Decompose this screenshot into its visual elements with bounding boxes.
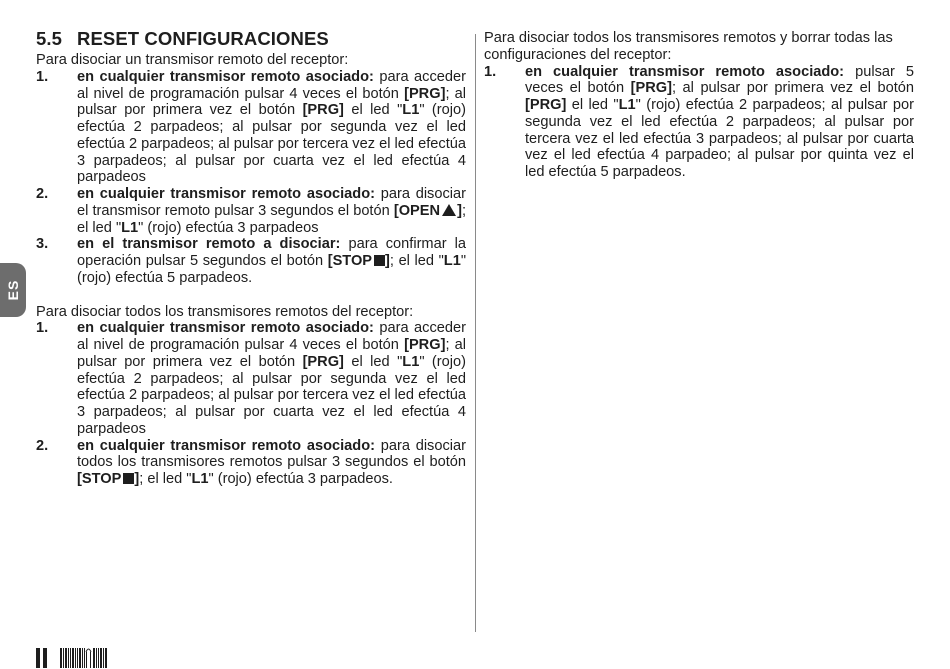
open-triangle-icon	[442, 204, 456, 216]
step-number: 2.	[36, 437, 49, 454]
step-text: para acceder al nivel de programación pulsar 4 veces el botón	[77, 320, 466, 353]
step-text: el led "	[343, 353, 403, 370]
prg-key: [PRG]	[302, 353, 344, 370]
left-column	[36, 28, 466, 488]
step-text: ; al pulsar por primera vez el botón	[671, 80, 914, 97]
led-label: L1	[618, 97, 636, 113]
prg-key: [PRG]	[525, 97, 567, 113]
step-text: el led "	[566, 97, 619, 113]
step-text: ; el led "	[139, 471, 192, 487]
step-text: para disociar el transmisor remoto pulsar 3 segundos el botón	[77, 186, 466, 219]
led-label: L1	[402, 353, 420, 370]
stop-square-icon	[374, 255, 385, 266]
step-text: " (rojo) efectúa 2 parpadeos; al pulsar por segunda vez el led efectúa 2 parpadeos; al pulsar por tercera vez el led efectúa 3 parpadeos; al pulsar por cuarta vez el led efectúa 4 parpadeo; al pulsar por quinta vez el led efectúa 5 parpadeos.	[525, 97, 914, 180]
led-label: L1	[121, 219, 139, 236]
section-heading	[36, 28, 466, 50]
step-text: para disociar todos los transmisores remotos pulsar 3 segundos el botón	[77, 437, 466, 471]
block1-step-3	[36, 236, 466, 286]
step-text: ; al pulsar por primera vez el botón	[77, 337, 467, 370]
block3-list	[484, 64, 914, 181]
stop-square-icon	[123, 473, 134, 484]
step-lead: en el transmisor remoto a disociar:	[77, 236, 341, 253]
led-label: L1	[443, 253, 461, 269]
prg-key: [PRG]	[302, 102, 344, 119]
step-text: " (rojo) efectúa 3 parpadeos	[138, 219, 319, 236]
prg-key: [PRG]	[404, 337, 446, 353]
block2-step-1	[36, 320, 466, 437]
stop-key-label: [STOP	[327, 253, 373, 269]
block1-step-1	[36, 69, 466, 186]
step-text: " (rojo) efectúa 3 parpadeos.	[208, 471, 393, 487]
stop-key-close: ]	[385, 253, 390, 269]
step-text: " (rojo) efectúa 5 parpadeos.	[77, 253, 466, 286]
block1-intro: Para disociar un transmisor remoto del receptor:	[36, 52, 349, 68]
block1-list	[36, 69, 466, 287]
step-text: pulsar 5 veces el botón	[525, 63, 914, 97]
open-key-close: ]	[457, 202, 462, 219]
step-lead: en cualquier transmisor remoto asociado:	[77, 320, 374, 337]
block3-intro: Para disociar todos los transmisores remotos y borrar todas las configuraciones del receptor:	[484, 30, 893, 63]
page-marker-bar	[36, 648, 40, 668]
stop-key	[77, 471, 139, 487]
language-tab	[0, 263, 26, 317]
block1-step-2	[36, 186, 466, 236]
step-number: 3.	[36, 236, 49, 253]
block2-step-2	[36, 438, 466, 488]
section-number: 5.5	[36, 28, 63, 49]
step-text: ; el led "	[389, 253, 444, 269]
led-label: L1	[191, 471, 209, 487]
step-lead: en cualquier transmisor remoto asociado:	[77, 437, 375, 454]
block2-list	[36, 320, 466, 488]
stop-key-label: [STOP	[77, 471, 122, 487]
step-text: para acceder al nivel de programación pulsar 4 veces el botón	[77, 68, 466, 102]
step-text: ; el led "	[77, 202, 466, 236]
block2-intro: Para disociar todos los transmisores remotos del receptor:	[36, 303, 414, 320]
step-lead: en cualquier transmisor remoto asociado:	[525, 63, 845, 80]
step-lead: en cualquier transmisor remoto asociado:	[77, 186, 375, 202]
open-key	[394, 203, 462, 219]
step-text: " (rojo) efectúa 2 parpadeos; al pulsar por segunda vez el led efectúa 2 parpadeos; al pulsar por tercera vez el led efectúa 3 parpadeos; al pulsar por cuarta vez el led efectúa 4 parpadeos	[77, 353, 466, 437]
led-label: L1	[402, 102, 420, 119]
step-text: " (rojo) efectúa 2 parpadeos; al pulsar por segunda vez el led efectúa 2 parpadeos; al pulsar por tercera vez el led efectúa 3 parpadeos; al pulsar por cuarta vez el led efectúa 4 parpadeos	[77, 102, 466, 186]
step-number: 1.	[36, 68, 49, 85]
prg-key: [PRG]	[404, 85, 446, 102]
right-column	[484, 30, 914, 181]
page-marker-bar	[43, 648, 47, 668]
open-key-label: [OPEN	[393, 202, 441, 219]
step-text: el led "	[343, 102, 403, 119]
barcode-icon	[60, 646, 108, 668]
step-lead: en cualquier transmisor remoto asociado:	[77, 68, 374, 85]
step-text: para confirmar la operación pulsar 5 segundos el botón	[77, 236, 466, 269]
block3-step-1	[484, 64, 914, 181]
column-divider	[475, 34, 476, 632]
stop-key	[328, 253, 390, 269]
stop-key-close: ]	[134, 471, 140, 487]
step-number: 1.	[484, 63, 497, 80]
step-number: 1.	[36, 320, 49, 337]
language-tab-label: ES	[5, 279, 21, 301]
prg-key: [PRG]	[630, 80, 672, 97]
paragraph-gap	[36, 287, 466, 304]
step-number: 2.	[36, 186, 49, 202]
section-title: RESET CONFIGURACIONES	[77, 28, 329, 49]
step-text: ; al pulsar por primera vez el botón	[77, 85, 467, 119]
